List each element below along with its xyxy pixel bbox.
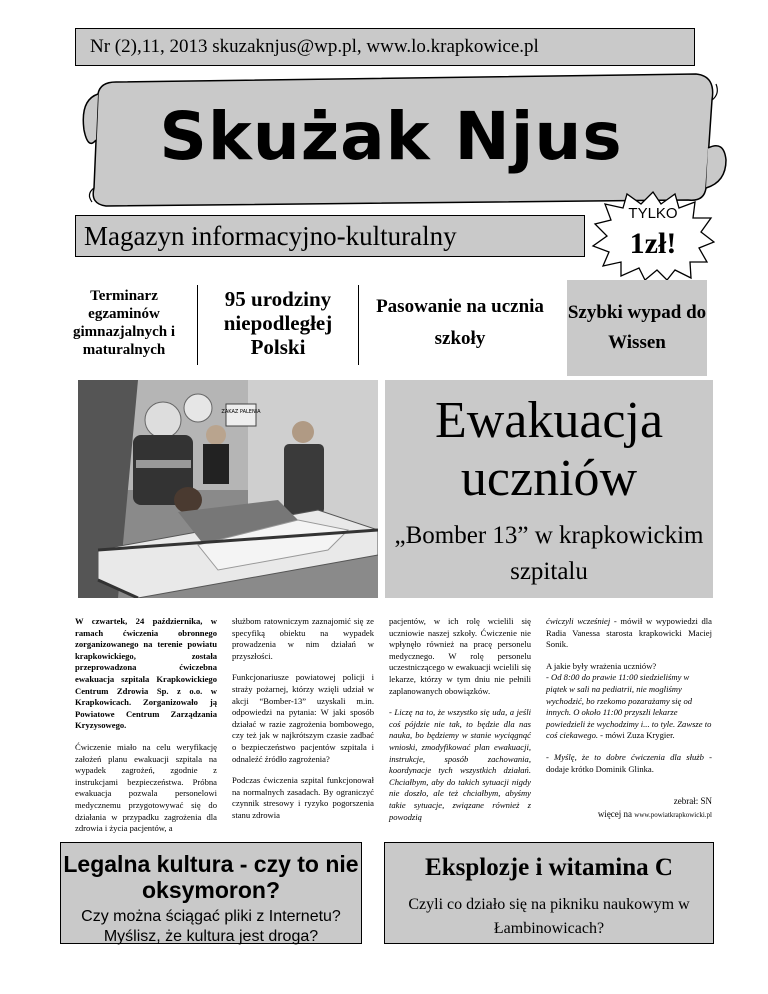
quote-attribution: - mówił w wypowiedzi dla Radia Vanessa starosta krapkowicki Maciej Sonik. xyxy=(546,616,712,650)
article-credit xyxy=(546,795,712,822)
culture-subtitle: Czy można ściągać pliki z Internetu? Myślisz, że kultura jest droga? xyxy=(81,908,341,945)
divider xyxy=(197,285,198,365)
teaser-independence[interactable] xyxy=(204,275,352,371)
no-smoking-sign: ZAKAZ PALENIA xyxy=(221,409,261,415)
quote-attribution: - mówi Zuza Krygier. xyxy=(598,730,675,741)
issue-bar xyxy=(75,28,695,66)
magazine-label xyxy=(75,215,585,257)
article-paragraph: Podczas ćwiczenia szpital funkcjonował na normalnych zasadach. By ograniczyć czynnik stresowy i ryzyko pogorszenia stanu zdrowia xyxy=(232,775,374,820)
quote-end: ćwiczyli wcześniej xyxy=(546,616,611,626)
feature-subtitle: „Bomber 13” w krapkowickim szpitalu xyxy=(394,522,704,585)
article-paragraph: służbom ratowniczym zaznajomić się ze specyfiką obiektu na wypadek prowadzenia w nim działań w przyszłości. xyxy=(232,616,374,661)
teaser-exams[interactable] xyxy=(58,275,190,371)
article-paragraph: Funkcjonariusze powiatowej policji i straży pożarnej, którzy wzięli udział w akcji “Bomber-13” uzyskali m.in. odpowiedzi na pytania: W jaki sposób działać w razie zagrożenia bombowego, czy też jak w najkrótszym czasie zadbać o bezpieczeństwo pacjentów szpitala i odnaleźć źródło zagrożenia? xyxy=(232,672,374,764)
price-prefix: TYLKO xyxy=(628,205,678,222)
article-lead: W czwartek, 24 października, w ramach ćwiczenia obronnego zorganizowanego na terenie powiatu krapkowickiego, została przeprowadzona ćwiczebna ewakuacja szpitala Krapkowickiego Centrum Zdrowia Sp. z o.o. w Krapkowicach. Zorganizowało ją Powiatowe Centrum Zarządzania Kryzysowego. xyxy=(75,616,217,731)
student-quote: - Myślę, że to dobre ćwiczenia dla służb xyxy=(546,751,704,762)
science-subtitle: Czyli co działo się na pikniku naukowym w Łambinowicach? xyxy=(408,896,690,937)
article-paragraph xyxy=(546,752,712,775)
student-question: A jakie były wrażenia uczniów? xyxy=(546,660,657,671)
teaser-wissen[interactable] xyxy=(567,280,707,376)
more-link[interactable]: www.powiatkrapkowicki.pl xyxy=(634,811,712,819)
issue-line: Nr (2),11, 2013 skuzaknjus@wp.pl, www.lo.krapkowice.pl xyxy=(90,36,539,57)
price-value: 1zł! xyxy=(629,227,677,260)
article-paragraph xyxy=(546,616,712,651)
teaser-initiation[interactable] xyxy=(365,275,555,371)
article-column-4 xyxy=(546,616,712,785)
article-column-1 xyxy=(75,616,217,845)
article-paragraph: Ćwiczenie miało na celu weryfikację założeń planu ewakuacji szpitala na wypadek zagrożeń, zgodnie z instrukcjami bezpieczeństwa. Próbna ewakuacja pozwala personelowi medycznemu przygotowywać się do działania w przypadku zagrożenia dla zdrowia i życia pacjentów, a xyxy=(75,741,217,834)
divider xyxy=(358,285,359,365)
author-credit: zebrał: SN xyxy=(673,796,712,806)
magazine-tagline: Magazyn informacyjno-kulturalny xyxy=(84,221,457,251)
science-title: Eksplozje i witamina C xyxy=(425,854,673,881)
teaser-exams-label: Terminarz egzaminów gimnazjalnych i maturalnych xyxy=(72,288,176,358)
evacuation-photo xyxy=(78,380,378,598)
bottom-teaser-science[interactable] xyxy=(384,842,714,944)
article-column-2 xyxy=(232,616,374,832)
more-label: więcej na xyxy=(597,809,633,819)
article-quote: - Liczę na to, że wszystko się uda, a jeśli coś pójdzie nie tak, to będzie dla nas nauka, bo będziemy w stanie wyciągnąć wnioski, zmodyfikować plan ewakuacji, instrukcje, sposób zachowania, koordynacje tych wszystkich działań. Chciałbym, aby do takich sytuacji nigdy nie doszło, ale też chciałbym, abyśmy takie sytuacje, związane również z powodzią xyxy=(389,707,531,822)
feature-title: Ewakuacja uczniów xyxy=(434,392,664,507)
culture-title: Legalna kultura - czy to nie oksymoron? xyxy=(63,851,359,903)
article-column-3 xyxy=(389,616,531,833)
teaser-wissen-label: Szybki wypad do Wissen xyxy=(567,302,707,353)
teaser-independence-label: 95 urodziny niepodległej Polski xyxy=(223,287,333,359)
student-quote: - Od 8:00 do prawie 11:00 siedzieliśmy w piątek w sali na pediatrii, nie mogliśmy wychodzić, bo rzekomo pozarażamy się od innych. O około 11:00 przyszli lekarze powiedzieli że wychodzimy i... to tyle. Zawsze to coś ciekawego. xyxy=(546,672,712,741)
quote-attribution: - dodaje krótko Dominik Glinka. xyxy=(546,751,713,774)
article-paragraph xyxy=(546,661,712,742)
bottom-teaser-culture[interactable] xyxy=(60,842,362,944)
article-paragraph: pacjentów, w ich rolę wcielili się uczniowie naszej szkoły. Ćwiczenie nie wpłynęło również na pracę personelu medycznego. W rolę personelu uczestniczącego w ewakuacji wcielili się lekarze, którzy w tym dniu nie pełnili zaplanowanych obowiązków. xyxy=(389,616,531,696)
masthead-title: Skużak Njus xyxy=(159,98,623,175)
teaser-initiation-label: Pasowanie na ucznia szkoły xyxy=(376,296,544,349)
